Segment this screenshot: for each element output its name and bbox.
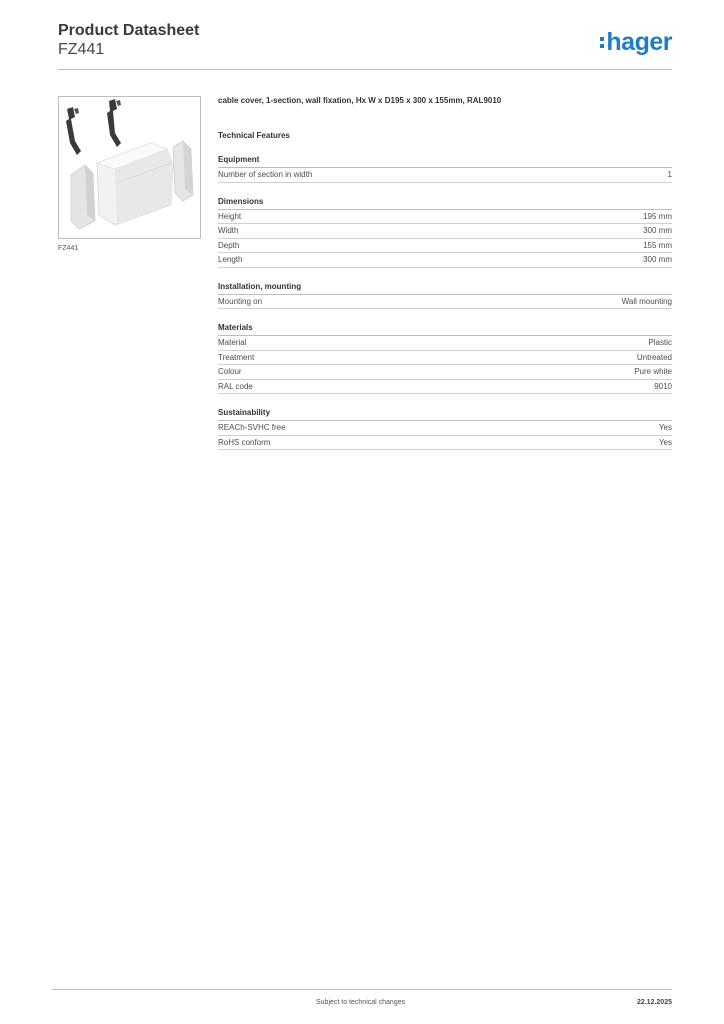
logo-text: hager [606, 27, 672, 56]
spec-value: Yes [658, 423, 672, 432]
spec-row [218, 351, 672, 366]
technical-content [218, 96, 672, 450]
section-sustainability [218, 408, 672, 450]
section-materials [218, 323, 672, 394]
footer-date: 22.12.2025 [636, 999, 672, 1006]
spec-label: REACh-SVHC free [218, 423, 286, 432]
spec-value: 195 mm [643, 211, 672, 221]
spec-value: Untreated [636, 352, 672, 362]
spec-label: Colour [218, 367, 242, 376]
spec-row [218, 224, 672, 239]
spec-value: 1 [667, 170, 672, 179]
product-image [58, 96, 201, 239]
page-footer [52, 989, 672, 1006]
spec-row [218, 365, 672, 380]
spec-row [218, 239, 672, 254]
section-title: Dimensions [218, 197, 672, 210]
spec-value: 300 mm [643, 255, 672, 264]
section-title: Equipment [218, 155, 672, 168]
spec-value: 300 mm [643, 226, 672, 235]
spec-label: Treatment [218, 352, 255, 362]
spec-label: Depth [218, 240, 240, 250]
spec-label: RoHS conform [218, 437, 271, 447]
section-title: Materials [218, 323, 672, 336]
spec-label: Mounting on [218, 296, 263, 306]
spec-row [218, 380, 672, 395]
spec-row [218, 421, 672, 436]
page-header [58, 22, 672, 70]
spec-label: Material [218, 338, 247, 347]
spec-value: Plastic [648, 338, 672, 347]
technical-features-title: Technical Features [218, 131, 290, 140]
image-caption: FZ441 [58, 245, 79, 252]
product-code: FZ441 [58, 41, 105, 58]
section-installation [218, 282, 672, 310]
section-title: Installation, mounting [218, 282, 672, 295]
hager-logo [600, 29, 672, 55]
spec-label: RAL code [218, 381, 253, 391]
spec-row [218, 436, 672, 451]
product-description: cable cover, 1-section, wall fixation, Hx W x D195 x 300 x 155mm, RAL9010 [218, 96, 502, 105]
spec-label: Height [218, 211, 242, 221]
spec-row [218, 295, 672, 310]
logo-dots-icon [600, 37, 604, 48]
footer-note: Subject to technical changes [316, 999, 406, 1006]
spec-label: Length [218, 255, 243, 264]
section-title: Sustainability [218, 408, 672, 421]
spec-row [218, 168, 672, 183]
spec-value: Wall mounting [621, 296, 672, 306]
spec-row [218, 253, 672, 268]
section-dimensions [218, 197, 672, 268]
spec-value: Yes [658, 437, 672, 447]
spec-value: 155 mm [643, 240, 672, 250]
cable-cover-product-illustration-icon [59, 97, 200, 238]
section-equipment [218, 155, 672, 183]
spec-value: 9010 [654, 381, 672, 391]
spec-value: Pure white [634, 367, 672, 376]
spec-row [218, 210, 672, 225]
spec-row [218, 336, 672, 351]
page-title: Product Datasheet [58, 22, 200, 39]
spec-label: Number of section in width [218, 170, 313, 179]
spec-label: Width [218, 226, 239, 235]
